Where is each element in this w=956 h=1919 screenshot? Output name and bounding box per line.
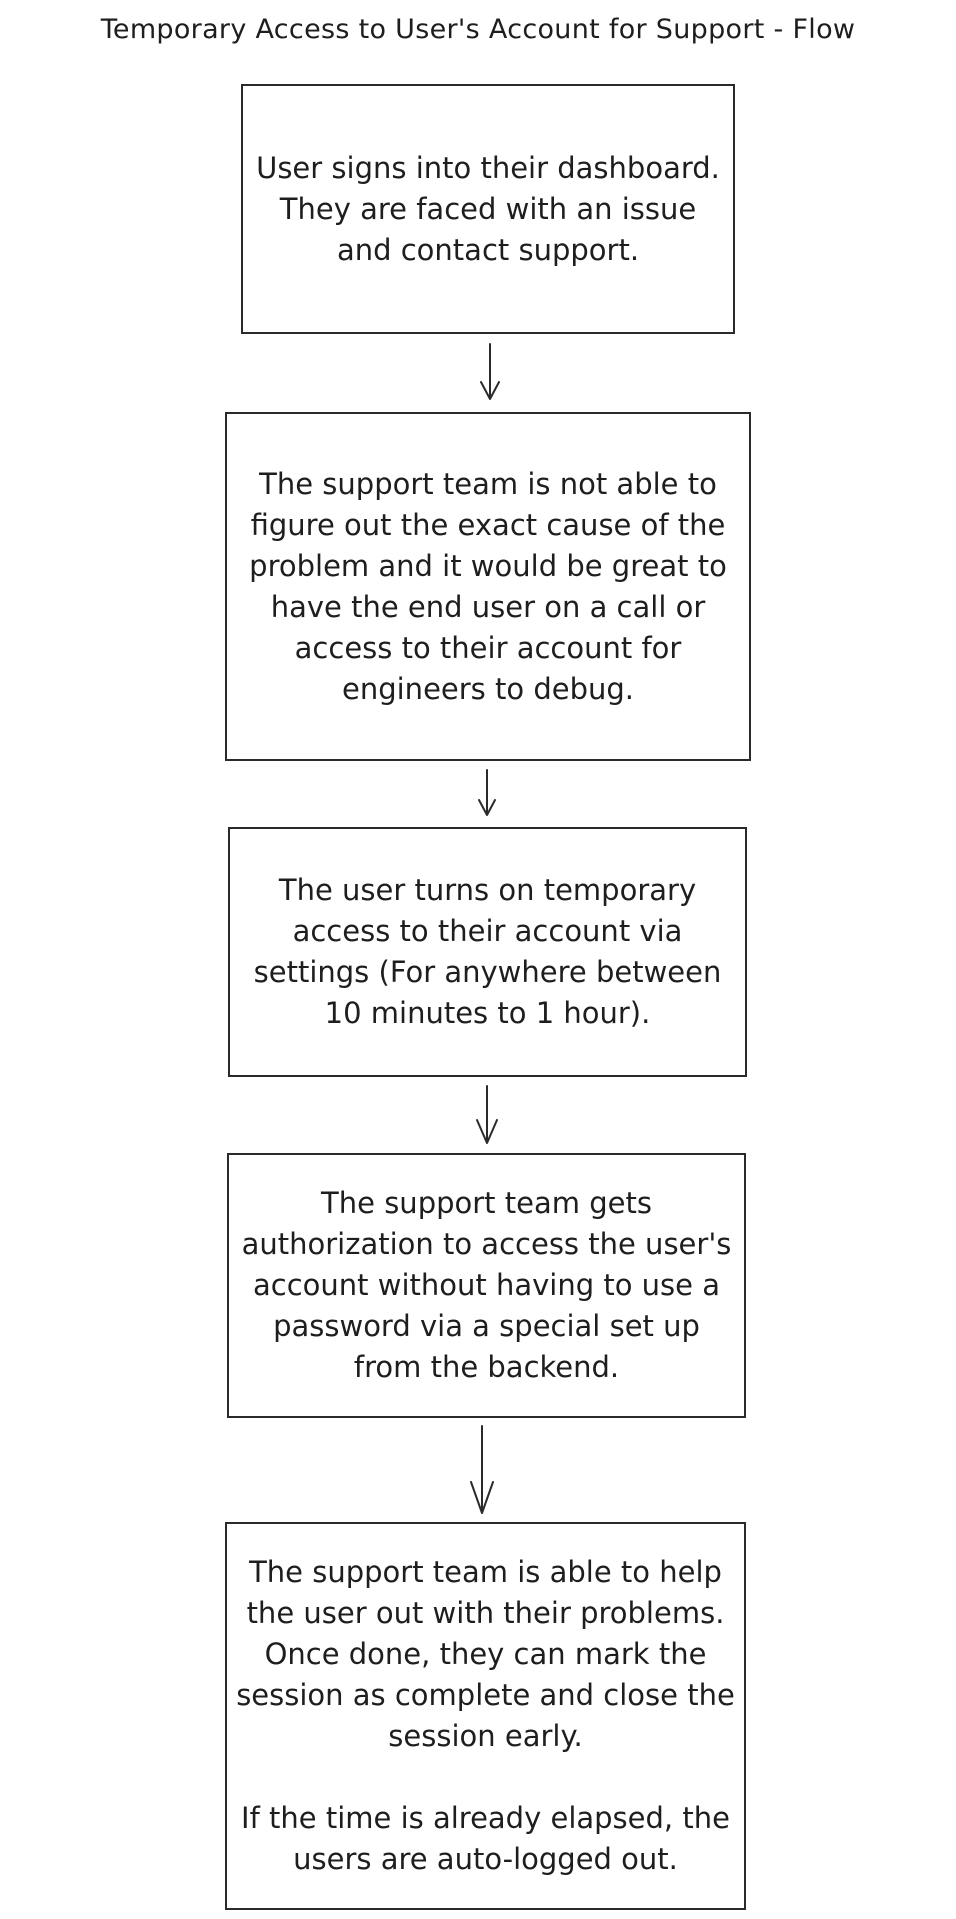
flow-step-text: User signs into their dashboard. They are faced with an issue and contact support. (256, 150, 720, 267)
flow-step-note: If the time is already elapsed, the users are auto-logged out. (241, 1801, 730, 1876)
flow-step-user-enables-access (228, 827, 747, 1077)
flow-arrow-3 (474, 1084, 500, 1146)
flow-step-user-contacts-support (241, 84, 735, 334)
diagram-title: Temporary Access to User's Account for Support - Flow (100, 14, 856, 45)
flow-arrow-2 (475, 768, 499, 818)
flow-arrow-4 (468, 1424, 496, 1516)
flow-step-support-resolves-issue (225, 1522, 746, 1910)
flow-step-support-gets-authorization (227, 1153, 746, 1418)
flow-step-text: The user turns on temporary access to their account via settings (For anywhere between 10 minutes to 1 hour). (253, 873, 722, 1030)
flow-arrow-1 (478, 342, 502, 402)
flow-step-support-cannot-debug (225, 412, 751, 761)
flow-step-text: The support team is not able to figure out the exact cause of the problem and it would be great to have the end user on a call or access to their account for engineers to debug. (249, 466, 727, 706)
flow-step-text: The support team gets authorization to access the user's account without having to use a password via a special set up from the backend. (241, 1186, 732, 1384)
flow-step-text: The support team is able to help the user out with their problems. Once done, they can mark the session as complete and close the session early. (236, 1555, 735, 1753)
